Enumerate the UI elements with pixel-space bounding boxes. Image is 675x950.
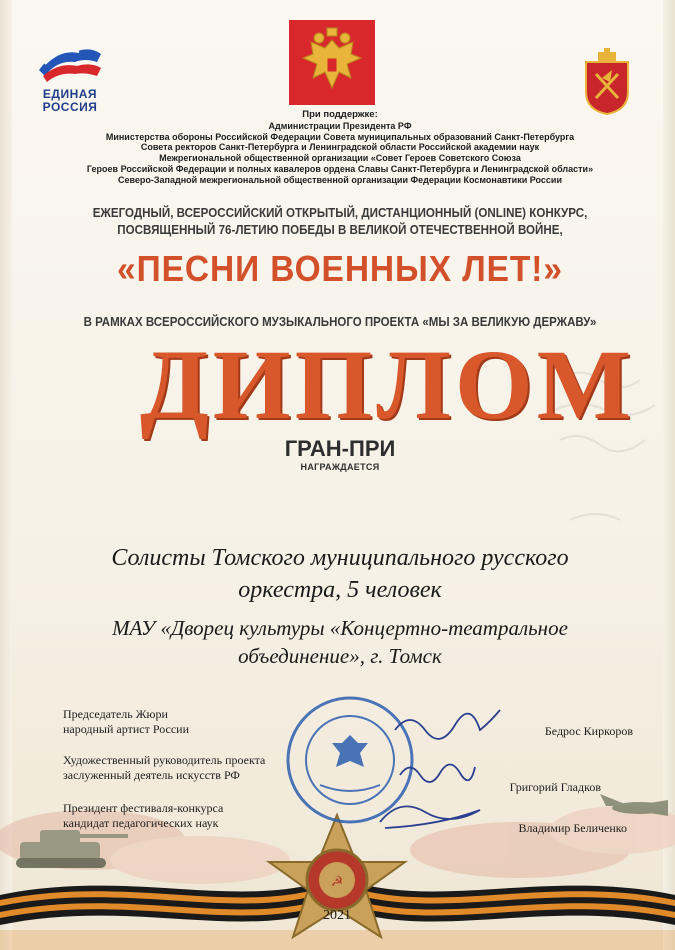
- grand-prix-award: ГРАН-ПРИ: [284, 436, 396, 461]
- double-headed-eagle-icon: [289, 20, 375, 105]
- logo-line2: РОССИЯ: [42, 100, 98, 114]
- recipient-name: [40, 542, 640, 606]
- organization-line2: объединение», г. Томск: [238, 644, 442, 668]
- support-label: При поддержке:: [302, 109, 378, 120]
- organization-line1: МАУ «Дворец культуры «Концертно-театральное: [112, 616, 568, 640]
- year-label: 2021: [323, 908, 351, 923]
- russia-coat-of-arms: [289, 20, 375, 105]
- support-list: [80, 110, 600, 186]
- competition-line1: ЕЖЕГОДНЫЙ, ВСЕРОССИЙСКИЙ ОТКРЫТЫЙ, ДИСТАНЦИОННЫЙ (ONLINE) КОНКУРС,: [92, 206, 588, 220]
- bear-flag-icon: [35, 40, 105, 84]
- competition-line2: ПОСВЯЩЕННЫЙ 76-ЛЕТИЮ ПОБЕДЫ В ВЕЛИКОЙ ОТЕЧЕСТВЕННОЙ ВОЙНЕ,: [117, 223, 563, 237]
- signer-role: Художественный руководитель проекта: [63, 753, 266, 767]
- signer-name: Григорий Гладков: [509, 780, 601, 794]
- support-line: Межрегиональной общественной организации «Совет Героев Советского Союза: [159, 153, 521, 164]
- support-line: Северо-Западной межрегиональной общественной организации Федерации Космонавтики России: [118, 174, 562, 185]
- recipient-organization: [40, 614, 640, 670]
- signer-role: Президент фестиваля-конкурса: [63, 801, 224, 815]
- signer-name: Бедрос Киркоров: [544, 724, 633, 738]
- signer-title: кандидат педагогических наук: [63, 816, 219, 830]
- signer-title: народный артист России: [63, 722, 189, 736]
- saint-petersburg-coat-of-arms: [576, 48, 638, 116]
- support-line: Совета ректоров Санкт-Петербурга и Ленинградской области Российской академии наук: [140, 142, 540, 153]
- support-line: Администрации Президента РФ: [268, 120, 412, 131]
- signer-name: Владимир Беличенко: [518, 821, 627, 835]
- support-line: Героев Российской Федерации и полных кавалеров ордена Славы Санкт-Петербурга и Ленинградской области»: [86, 163, 594, 174]
- signer-role: Председатель Жюри: [63, 707, 168, 721]
- recipient-line2: оркестра, 5 человек: [238, 577, 442, 603]
- signer-title: заслуженный деятель искусств РФ: [63, 768, 240, 782]
- logo-line1: ЕДИНАЯ: [42, 87, 98, 101]
- project-line: В РАМКАХ ВСЕРОССИЙСКОГО МУЗЫКАЛЬНОГО ПРОЕКТА «МЫ ЗА ВЕЛИКУЮ ДЕРЖАВУ»: [83, 315, 597, 329]
- united-russia-logo: [30, 40, 110, 114]
- competition-title: «ПЕСНИ ВОЕННЫХ ЛЕТ!»: [117, 248, 563, 289]
- support-line: Министерства обороны Российской Федерации Совета муниципальных образований Санкт-Петербурга: [105, 131, 575, 142]
- recipient-line1: Солисты Томского муниципального русского: [111, 545, 569, 571]
- competition-description: [78, 205, 602, 239]
- diploma-heading: ДИПЛОМ: [140, 329, 636, 440]
- svg-text:☭: ☭: [330, 874, 344, 890]
- handwritten-signatures: [380, 710, 500, 828]
- awarded-label: НАГРАЖДАЕТСЯ: [300, 462, 380, 472]
